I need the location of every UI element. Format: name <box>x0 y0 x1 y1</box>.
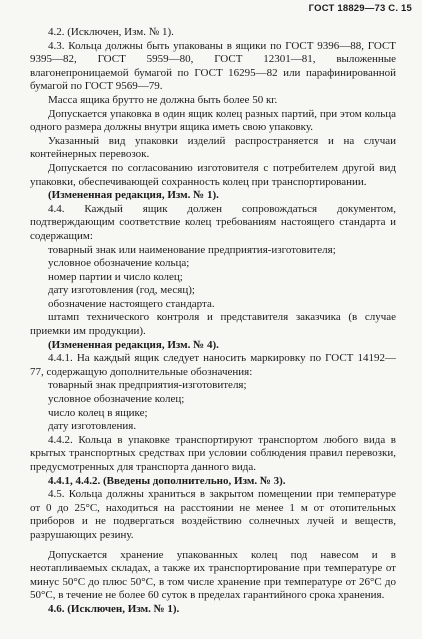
paragraph-containers: Указанный вид упаковки изделий распространяется и на случаи контейнерных перевозок. <box>30 134 396 161</box>
paragraph-mass: Масса ящика брутто не должна быть более 50 кг. <box>48 93 278 106</box>
list-item: обозначение настоящего стандарта. <box>48 297 215 310</box>
paragraph-storage: Допускается хранение упакованных колец под навесом и в неотапливаемых складах, а также их транспортирование при температуре от минус 50°С до плюс 50°С, в том числе хранение при температуре от 26°С до 50°С, в течение не более 60 суток в пределах гарантийного срока хранения. <box>30 548 396 602</box>
clause-4-2: 4.2. (Исключен, Изм. № 1). <box>48 26 174 38</box>
clause-4-4-2: 4.4.2. Кольца в упаковке транспортируют транспортом любого вида в крытых транспортных средствах при условии соблюдения правил перевозки, предусмотренных для транспорта данного вида. <box>30 433 396 473</box>
list-item: товарный знак или наименование предприятия-изготовителя; <box>48 243 336 256</box>
amendment-note: (Измененная редакция, Изм. № 1). <box>48 189 219 202</box>
list-item: дату изготовления. <box>48 420 137 433</box>
list-item: товарный знак предприятия-изготовителя; <box>48 379 247 392</box>
list-item: условное обозначение кольца; <box>48 257 190 270</box>
list-item: штамп технического контроля и представителя заказчика (в случае приемки им продукции). <box>30 311 396 338</box>
clause-4-5: 4.5. Кольца должны храниться в закрытом помещении при температуре от 0 до 25°С, находиться на расстоянии не менее 1 м от отопительных приборов и не подвергаться воздействию солнечных лучей и веществ, разрушающих резину. <box>30 488 396 541</box>
amendment-note: (Измененная редакция, Изм. № 4). <box>48 338 219 351</box>
clause-4-3: 4.3. Кольца должны быть упакованы в ящики по ГОСТ 9396—88, ГОСТ 9395—82, ГОСТ 5959—80, ГОСТ 12301—81, выложенные влагонепроницаемой бумагой по ГОСТ 16295—82 или парафинированной бумагой по ГОСТ 9569—79. <box>30 39 396 93</box>
clause-4-4-1: 4.4.1. На каждый ящик следует наносить маркировку по ГОСТ 14192—77, содержащую дополнительные обозначения: <box>30 352 396 378</box>
paragraph-other-packing: Допускается по согласованию изготовителя с потребителем другой вид упаковки, обеспечивающей сохранность колец при транспортировании. <box>30 161 396 188</box>
list-item: условное обозначение колец; <box>48 393 185 406</box>
list-item: дату изготовления (год, месяц); <box>48 284 195 297</box>
list-item: номер партии и число колец; <box>48 270 183 283</box>
clause-4-6: 4.6. (Исключен, Изм. № 1). <box>48 602 180 615</box>
list-item: число колец в ящике; <box>48 406 148 419</box>
document-body <box>30 26 396 617</box>
amendment-note: 4.4.1, 4.4.2. (Введены дополнительно, Изм. № 3). <box>48 474 286 487</box>
running-header: ГОСТ 18829—73 С. 15 <box>308 3 412 14</box>
paragraph-packing: Допускается упаковка в один ящик колец разных партий, при этом кольца одного размера должны внутри ящика иметь свою упаковку. <box>30 107 396 134</box>
clause-4-4: 4.4. Каждый ящик должен сопровождаться документом, подтверждающим соответствие колец требованиям настоящего стандарта и содержащим: <box>30 202 396 242</box>
